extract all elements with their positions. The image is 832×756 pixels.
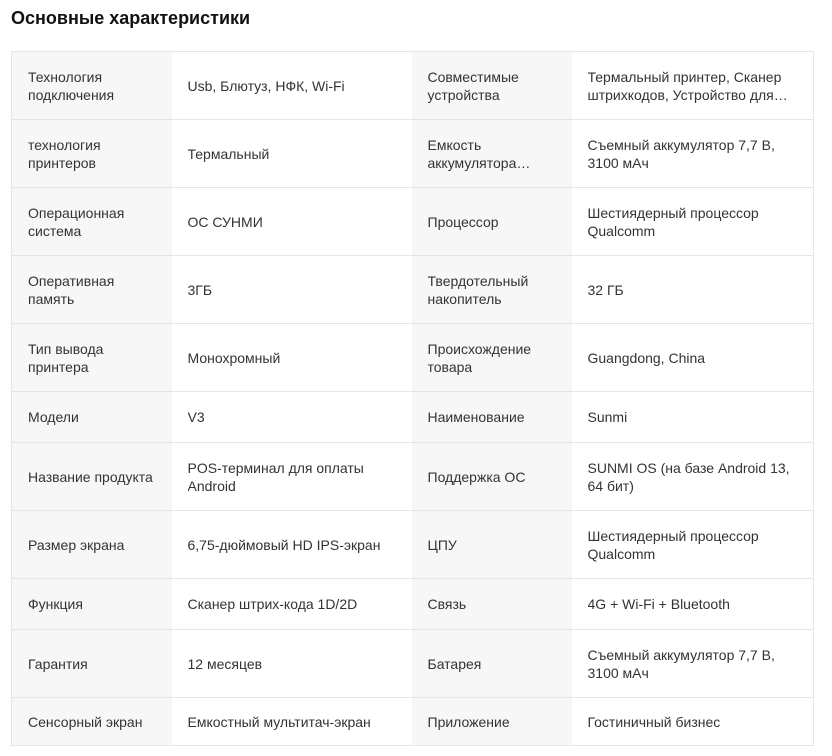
spec-value: [572, 392, 814, 443]
spec-value-text: V3: [187, 409, 205, 425]
spec-label: Связь: [412, 579, 572, 630]
table-row: [12, 579, 814, 630]
spec-value: [572, 579, 814, 630]
spec-value-text: Термальный: [187, 145, 270, 162]
spec-value-text: ОС СУНМИ: [187, 213, 263, 230]
spec-label: Функция: [12, 579, 172, 630]
spec-value: [172, 120, 412, 188]
spec-value: [572, 443, 814, 511]
spec-value: [172, 324, 412, 392]
spec-value: [172, 188, 412, 256]
table-row: [12, 120, 814, 188]
spec-value: [572, 698, 814, 746]
table-row: [12, 392, 814, 443]
spec-value-text: Емкостный мультитач-экран: [187, 713, 371, 730]
spec-value-text: Шестиядерный процессор Qualcomm: [587, 527, 759, 562]
spec-label: Размер экрана: [12, 511, 172, 579]
spec-value: [572, 52, 814, 120]
spec-label: ЦПУ: [412, 511, 572, 579]
spec-value-text: Шестиядерный процессор Qualcomm: [587, 204, 759, 239]
spec-label: Модели: [12, 392, 172, 443]
spec-value: [572, 511, 814, 579]
spec-label: Происхождение товара: [412, 324, 572, 392]
spec-label: Батарея: [412, 630, 572, 698]
spec-label: Оперативная память: [12, 256, 172, 324]
spec-value: [572, 120, 814, 188]
spec-value-text: Гостиничный бизнес: [587, 713, 721, 730]
table-row: [12, 188, 814, 256]
table-row: [12, 324, 814, 392]
spec-value: [572, 630, 814, 698]
spec-value-text: Съемный аккумулятор 7,7 В, 3100 мАч: [587, 646, 775, 681]
table-row: [12, 630, 814, 698]
spec-label: Процессор: [412, 188, 572, 256]
spec-value: [172, 392, 412, 443]
spec-label: Операционная система: [12, 188, 172, 256]
spec-label: Название продукта: [12, 443, 172, 511]
spec-label: Гарантия: [12, 630, 172, 698]
spec-value-text: Термальный принтер, Сканер штрихкодов, Устройство для…: [587, 68, 788, 103]
spec-value: [172, 443, 412, 511]
spec-value-text: 32 ГБ: [587, 281, 624, 298]
spec-value: [572, 188, 814, 256]
spec-value-text: POS-терминал для оплаты Android: [187, 459, 364, 494]
spec-label: Наименование: [412, 392, 572, 443]
table-row: [12, 256, 814, 324]
spec-label: Приложение: [412, 698, 572, 746]
spec-value-text: 6,75-дюймовый HD IPS-экран: [187, 536, 381, 553]
spec-value-text: Sunmi: [587, 409, 628, 425]
table-row: [12, 511, 814, 579]
spec-label: Емкость аккумулятора…: [412, 120, 572, 188]
spec-value-text: Usb, Блютуз, НФК, Wi-Fi: [187, 77, 345, 94]
spec-value-text: 12 месяцев: [187, 655, 263, 672]
spec-value-text: Сканер штрих-кода 1D/2D: [187, 596, 358, 612]
spec-label: Твердотельный накопитель: [412, 256, 572, 324]
specifications-table: [11, 51, 814, 746]
spec-label: технология принтеров: [12, 120, 172, 188]
spec-label: Тип вывода принтера: [12, 324, 172, 392]
spec-value: [172, 256, 412, 324]
spec-value: [572, 256, 814, 324]
table-row: [12, 698, 814, 746]
spec-value-text: 4G + Wi-Fi + Bluetooth: [587, 596, 730, 612]
spec-value-text: Guangdong, China: [587, 349, 706, 366]
spec-value: [172, 52, 412, 120]
spec-value-text: Монохромный: [187, 349, 281, 366]
spec-value: [172, 511, 412, 579]
spec-label: Поддержка ОС: [412, 443, 572, 511]
spec-value: [572, 324, 814, 392]
spec-value: [172, 579, 412, 630]
spec-label: Технология подключения: [12, 52, 172, 120]
spec-value: [172, 698, 412, 746]
spec-value-text: 3ГБ: [187, 281, 213, 298]
spec-value: [172, 630, 412, 698]
spec-label: Сенсорный экран: [12, 698, 172, 746]
table-row: [12, 52, 814, 120]
section-title: Основные характеристики: [11, 8, 251, 28]
spec-value-text: SUNMI OS (на базе Android 13, 64 бит): [587, 459, 790, 494]
spec-value-text: Съемный аккумулятор 7,7 В, 3100 мАч: [587, 136, 775, 171]
table-row: [12, 443, 814, 511]
spec-label: Совместимые устройства: [412, 52, 572, 120]
